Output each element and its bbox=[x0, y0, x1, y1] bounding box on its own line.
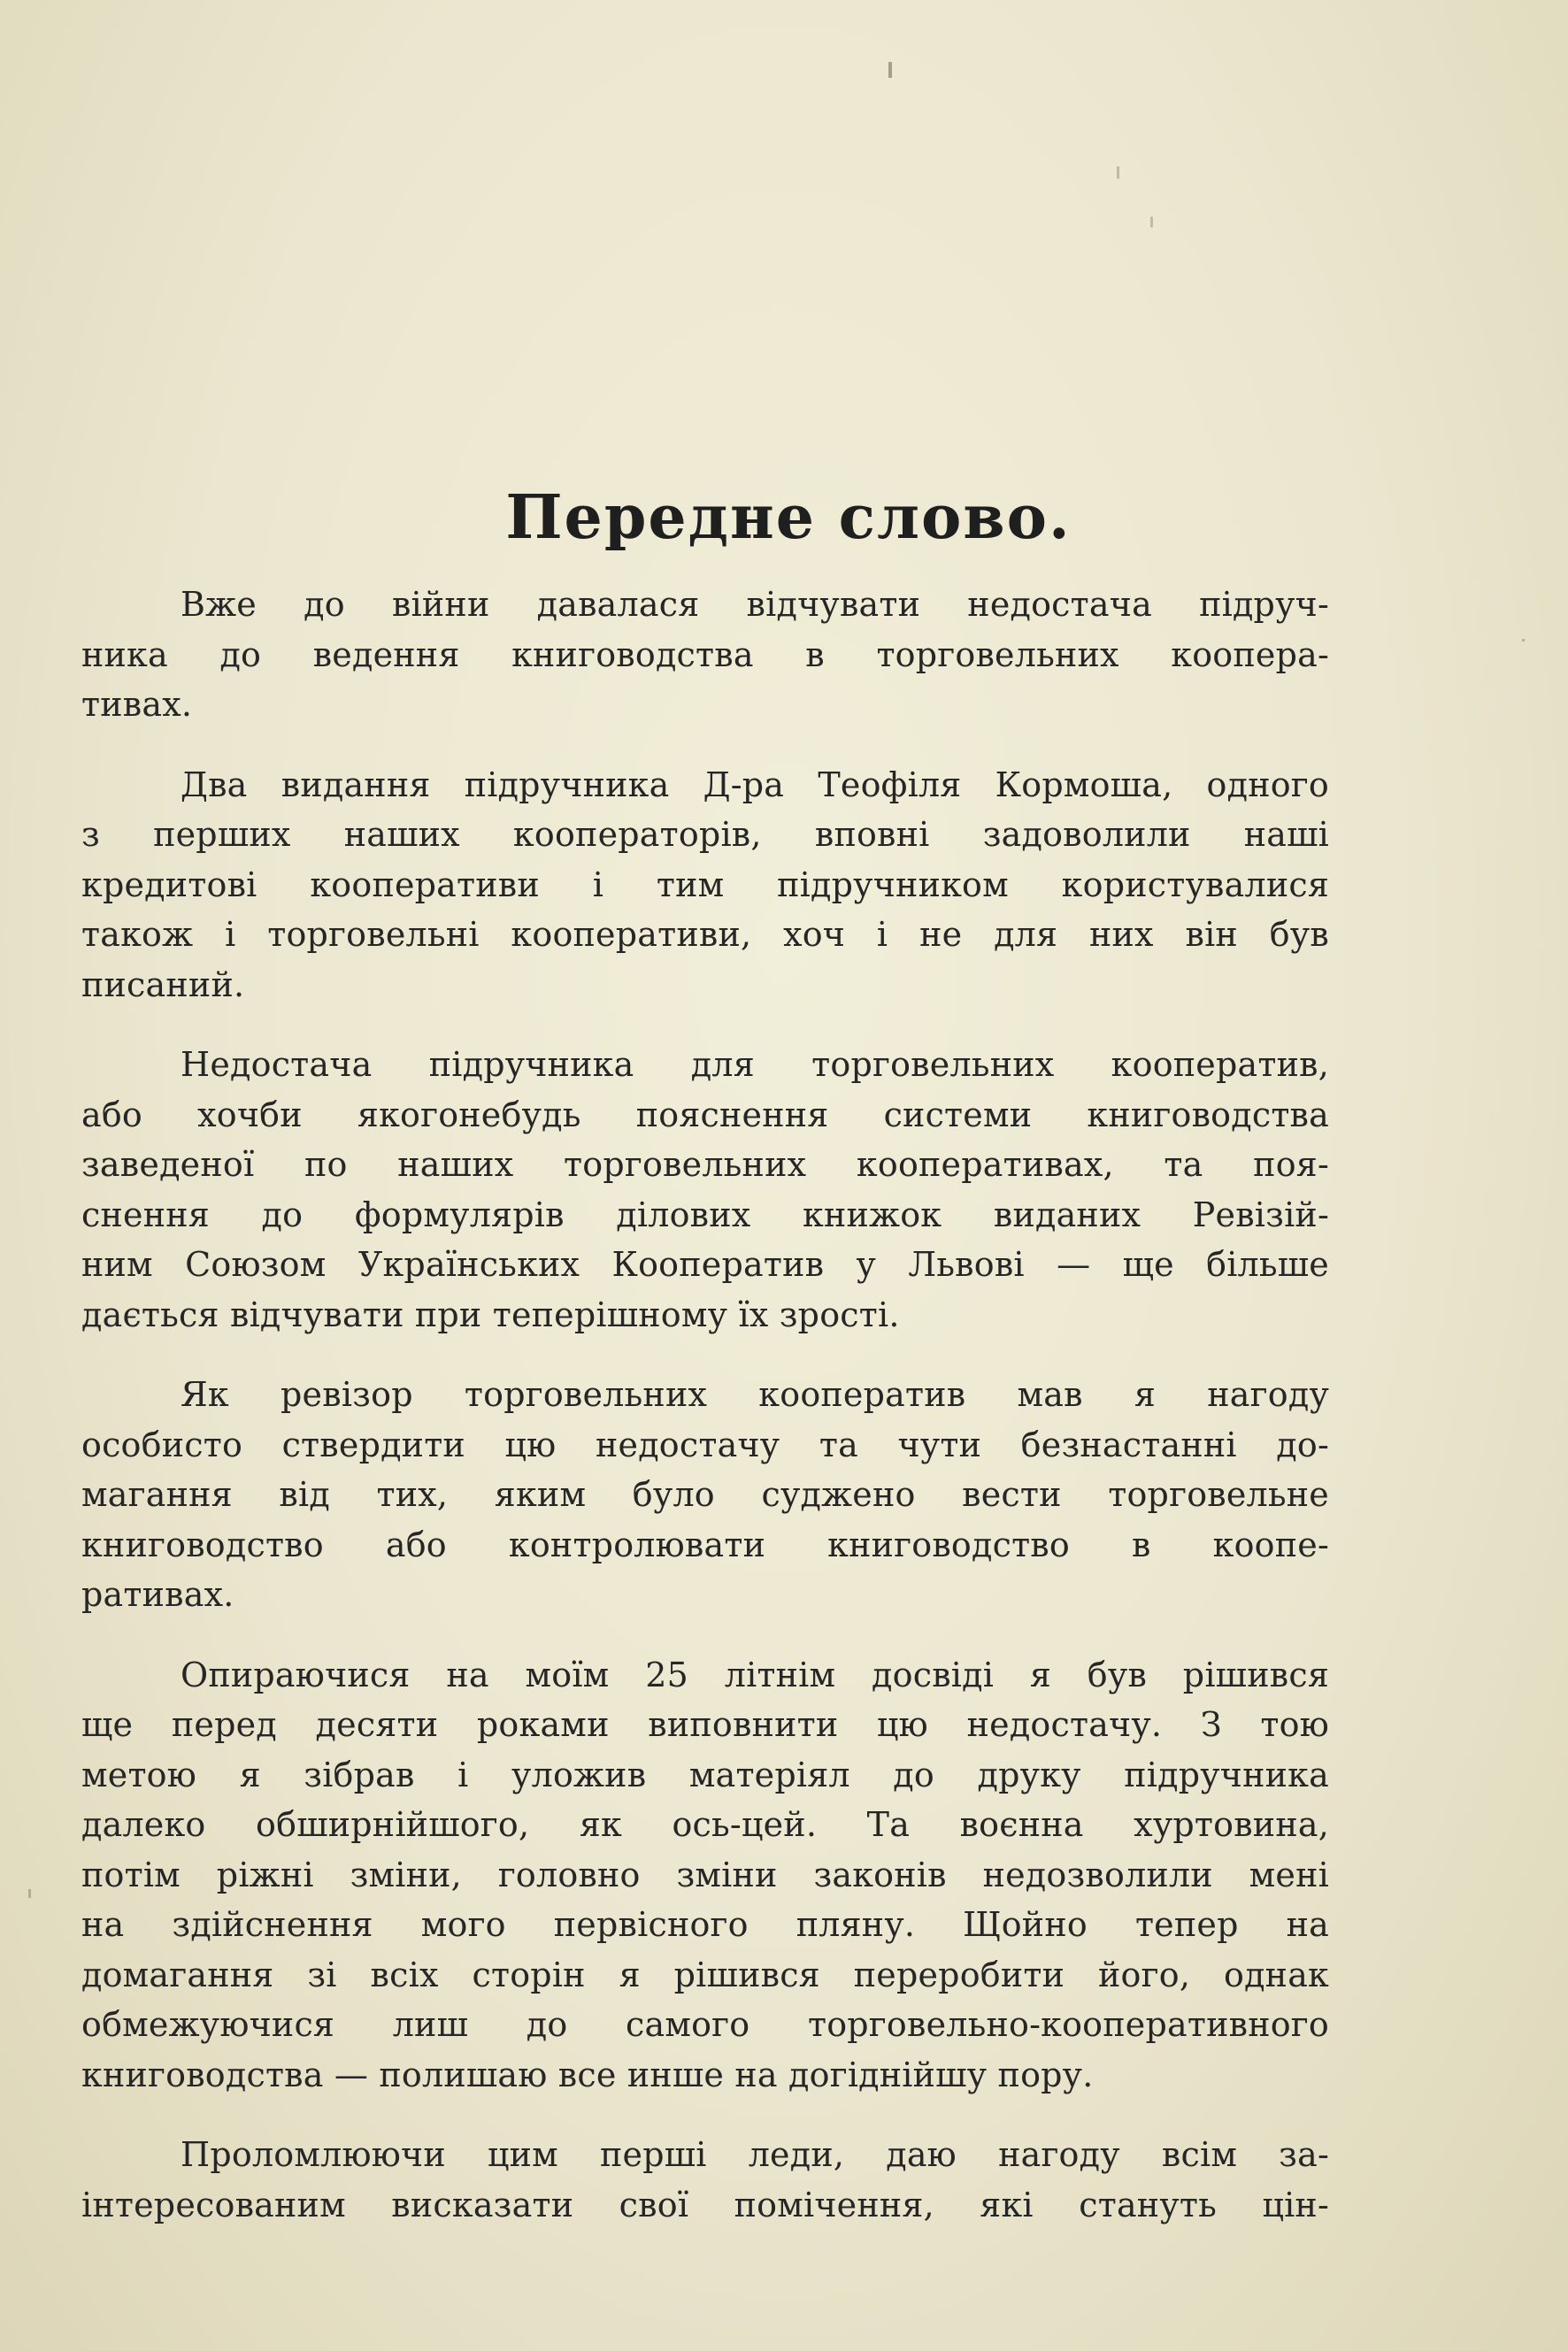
text-line: також і торговельні кооперативи, хоч і не для них він був bbox=[81, 915, 1329, 954]
text-line: дається відчувати при теперішному їх зрості. bbox=[81, 1295, 900, 1334]
text-line: потім ріжні зміни, головно зміни законів недозволили мені bbox=[81, 1855, 1329, 1894]
text-line: магання від тих, яким було суджено вести торговельне bbox=[81, 1475, 1329, 1514]
text-line: Як ревізор торговельних кооператив мав я нагоду bbox=[181, 1375, 1329, 1414]
text-line: писаний. bbox=[81, 964, 245, 1004]
paragraph bbox=[81, 1650, 1329, 2101]
text-line: на здійснення мого первісного пляну. Щойно тепер на bbox=[81, 1905, 1329, 1944]
paragraph bbox=[81, 1040, 1329, 1340]
ink-speck bbox=[888, 62, 892, 78]
paragraph bbox=[81, 1370, 1329, 1620]
text-line: далеко обширнійшого, як ось-цей. Та воєнна хуртовина, bbox=[81, 1805, 1329, 1844]
text-line: Недостача підручника для торговельних кооператив, bbox=[181, 1045, 1329, 1084]
text-line: особисто ствердити цю недостачу та чути безнастанні до- bbox=[81, 1425, 1329, 1464]
ink-speck bbox=[1150, 217, 1153, 227]
text-line: інтересованим висказати свої помічення, які стануть цін- bbox=[81, 2185, 1329, 2224]
ink-speck bbox=[28, 1889, 31, 1898]
document-body bbox=[81, 580, 1329, 2260]
text-line: ративах. bbox=[81, 1575, 234, 1614]
text-line: ще перед десяти роками виповнити цю недостачу. З тою bbox=[81, 1705, 1329, 1744]
paragraph bbox=[81, 2130, 1329, 2230]
text-line: ним Союзом Українських Кооператив у Львові — ще більше bbox=[81, 1245, 1329, 1284]
text-line: Опираючися на моїм 25 літнім досвіді я був рішився bbox=[181, 1655, 1329, 1694]
page-title: Передне слово. bbox=[505, 482, 1072, 553]
text-line: кредитові кооперативи і тим підручником користувалися bbox=[81, 864, 1329, 904]
text-line: метою я зібрав і уложив матеріял до друку підручника bbox=[81, 1755, 1329, 1794]
text-line: з перших наших кооператорів, вповні задоволили наші bbox=[81, 815, 1329, 854]
text-line: Проломлюючи цим перші леди, даю нагоду всім за- bbox=[181, 2135, 1329, 2174]
paragraph bbox=[81, 580, 1329, 730]
ink-speck bbox=[1522, 639, 1525, 642]
ink-speck bbox=[1117, 166, 1119, 179]
text-line: або хочби якогонебудь пояснення системи книговодства bbox=[81, 1095, 1329, 1134]
text-line: обмежуючися лиш до самого торговельно-кооперативного bbox=[81, 2005, 1329, 2044]
text-line: снення до формулярів ділових книжок виданих Ревізій- bbox=[81, 1195, 1329, 1234]
text-line: книговодство або контролювати книговодство в коопе- bbox=[81, 1525, 1329, 1564]
text-line: Два видання підручника Д-ра Теофіля Кормоша, одного bbox=[181, 764, 1329, 804]
text-line: книговодства — полишаю все инше на догіднійшу пору. bbox=[81, 2055, 1094, 2094]
text-line: тивах. bbox=[81, 685, 193, 724]
text-line: заведеної по наших торговельних кооперативах, та поя- bbox=[81, 1145, 1329, 1184]
paragraph bbox=[81, 760, 1329, 1010]
text-line: ника до ведення книговодства в торговельних коопера- bbox=[81, 634, 1329, 674]
text-line: Вже до війни давалася відчувати недостача підруч- bbox=[181, 585, 1329, 624]
text-line: домагання зі всіх сторін я рішився переробити його, однак bbox=[81, 1955, 1329, 1994]
